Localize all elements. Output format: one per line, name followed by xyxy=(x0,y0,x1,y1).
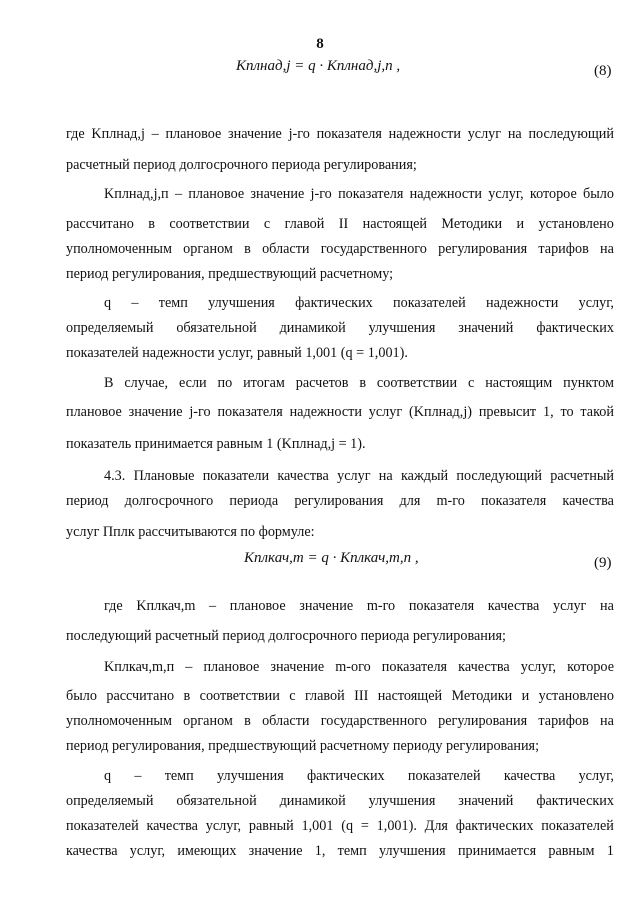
word: q xyxy=(104,768,112,784)
word: настоящим xyxy=(485,375,553,391)
text-line xyxy=(66,711,614,731)
word: обязательной xyxy=(176,320,257,336)
text-line xyxy=(104,466,614,486)
formula-9 xyxy=(244,550,419,567)
text-line xyxy=(104,657,614,677)
word: значение xyxy=(250,186,305,202)
word: уполномоченным xyxy=(66,713,172,729)
text-line xyxy=(104,766,614,786)
word: пунктом xyxy=(563,375,614,391)
word: которое xyxy=(567,659,614,675)
text-line: показатель принимается равным 1 (Kплнад,j = 1). xyxy=(66,436,366,452)
word: улучшения xyxy=(208,295,275,311)
word: j-го xyxy=(189,404,211,420)
word: регулирования xyxy=(294,493,384,509)
word: Методики xyxy=(441,216,503,232)
word: услуг xyxy=(467,126,502,142)
word: В xyxy=(104,375,114,391)
word: показателей xyxy=(407,768,481,784)
word: = xyxy=(360,818,369,834)
word: – xyxy=(185,659,193,675)
word: каждый xyxy=(400,468,449,484)
word: с xyxy=(263,216,271,232)
word: равный xyxy=(248,818,294,834)
word: соответствии xyxy=(199,688,280,704)
word: период xyxy=(66,493,109,509)
word: периода xyxy=(229,493,279,509)
text-line xyxy=(104,184,614,204)
word: услуг xyxy=(552,598,587,614)
word: услуг, xyxy=(205,818,242,834)
word: – xyxy=(131,295,139,311)
word: услуг, xyxy=(129,843,166,859)
word: улучшения xyxy=(368,320,436,336)
text-line xyxy=(104,596,614,616)
text-line: последующий расчетный период долгосрочного периода регулирования; xyxy=(66,628,506,644)
word: качества xyxy=(277,468,329,484)
text-line: период регулирования, предшествующий расчетному периоду регулирования; xyxy=(66,738,540,754)
word: определяемый xyxy=(66,793,154,809)
word: расчетов xyxy=(295,375,349,391)
formula-8-number: (8) xyxy=(594,63,612,79)
word: значение xyxy=(248,843,303,859)
word: настоящей xyxy=(377,688,443,704)
word: Kплнад,j xyxy=(91,126,145,142)
word: темп xyxy=(164,768,194,784)
word: органом xyxy=(183,713,233,729)
word: установлено xyxy=(538,216,614,232)
word: главой xyxy=(284,216,325,232)
formula-9-number: (9) xyxy=(594,555,612,571)
word: в xyxy=(244,713,251,729)
word: m-го xyxy=(366,598,396,614)
word: и xyxy=(516,216,525,232)
word: динамикой xyxy=(279,320,346,336)
word: плановое xyxy=(203,659,260,675)
text-line xyxy=(66,686,614,706)
word: главой xyxy=(304,688,345,704)
word: значение xyxy=(128,404,183,420)
word: случае, xyxy=(124,375,169,391)
formula-8 xyxy=(236,58,400,75)
word: услуг, xyxy=(578,295,614,311)
word: с xyxy=(467,375,475,391)
word: соответствии xyxy=(169,216,250,232)
word: было xyxy=(66,688,97,704)
word: в xyxy=(148,216,155,232)
text-line xyxy=(104,293,614,313)
word: если xyxy=(179,375,207,391)
word: определяемый xyxy=(66,320,154,336)
word: имеющих xyxy=(177,843,237,859)
word: итогам xyxy=(243,375,285,391)
word: в xyxy=(359,375,367,391)
word: – xyxy=(209,598,217,614)
text-line xyxy=(66,318,614,338)
word: услуг xyxy=(368,404,403,420)
word: плановое xyxy=(229,598,286,614)
word: такой xyxy=(580,404,614,420)
word: показателя xyxy=(316,126,382,142)
word: государственного xyxy=(320,241,427,257)
word: качества xyxy=(458,659,510,675)
word: услуг, xyxy=(488,186,524,202)
word: 1 xyxy=(606,843,614,859)
word: – xyxy=(174,186,183,202)
word: на xyxy=(600,598,614,614)
word: соответствии xyxy=(376,375,458,391)
word: показателей xyxy=(66,818,139,834)
word: установлено xyxy=(538,688,614,704)
word: настоящей xyxy=(362,216,428,232)
word: области xyxy=(262,241,310,257)
word: области xyxy=(262,713,310,729)
word: надежности xyxy=(289,404,362,420)
word: плановое xyxy=(165,126,222,142)
text-line xyxy=(66,816,614,836)
text-line xyxy=(104,373,614,393)
word: фактических xyxy=(536,793,614,809)
word: которое xyxy=(529,186,577,202)
word: принимается xyxy=(457,843,537,859)
word: тарифов xyxy=(538,713,589,729)
word: m-ого xyxy=(335,659,371,675)
word: III xyxy=(354,688,369,704)
word: услуг, xyxy=(578,768,614,784)
word: Kплнад,j,п xyxy=(104,186,169,202)
word: 1, xyxy=(314,843,326,859)
word: значений xyxy=(458,320,514,336)
word: надежности xyxy=(409,186,482,202)
word: j-го xyxy=(310,186,332,202)
word: с xyxy=(289,688,296,704)
word: равным xyxy=(548,843,595,859)
word: m-го xyxy=(436,493,465,509)
word: показателя xyxy=(381,659,448,675)
word: для xyxy=(399,493,421,509)
word: показателей xyxy=(541,818,614,834)
word: качества xyxy=(146,818,198,834)
word: плановое xyxy=(66,404,122,420)
word: j-го xyxy=(288,126,310,142)
word: услуг, xyxy=(520,659,557,675)
word: последующий xyxy=(456,468,542,484)
word: улучшения xyxy=(217,768,284,784)
word: показателя xyxy=(217,404,283,420)
word: надежности xyxy=(388,126,461,142)
word: фактических xyxy=(306,768,385,784)
word: тарифов xyxy=(538,241,589,257)
word: фактических xyxy=(536,320,614,336)
word: темп xyxy=(337,843,367,859)
word: качества xyxy=(562,493,614,509)
word: темп xyxy=(158,295,188,311)
word: – xyxy=(151,126,159,142)
word: по xyxy=(217,375,233,391)
word: качества xyxy=(66,843,118,859)
word: регулирования xyxy=(438,713,528,729)
word: значение xyxy=(299,598,354,614)
word: в xyxy=(183,688,191,704)
word: обязательной xyxy=(176,793,257,809)
word: q xyxy=(104,295,112,311)
text-line: услуг Пплк рассчитываются по формуле: xyxy=(66,524,315,540)
word: уполномоченным xyxy=(66,241,172,257)
word: качества xyxy=(503,768,556,784)
word: (q xyxy=(341,818,354,834)
word: было xyxy=(583,186,614,202)
word: Kплкач,m,п xyxy=(104,659,175,675)
word: на xyxy=(600,713,614,729)
word: 1,001 xyxy=(301,818,334,834)
word: Для xyxy=(424,818,448,834)
page-number: 8 xyxy=(316,36,324,52)
word: улучшения xyxy=(368,793,436,809)
formula-9-text: Kплкач,m = q · Kплкач,m,п , xyxy=(244,550,419,566)
word: государственного xyxy=(320,713,427,729)
text-line xyxy=(66,402,614,422)
text-line xyxy=(66,791,614,811)
text-line xyxy=(66,124,614,144)
word: на xyxy=(378,468,393,484)
word: фактических xyxy=(295,295,373,311)
text-line: период регулирования, предшествующий расчетному; xyxy=(66,266,394,282)
word: превысит xyxy=(478,404,537,420)
formula-8-text: Kплнад,j = q · Kплнад,j,п , xyxy=(236,58,401,74)
word: органом xyxy=(183,241,233,257)
text-line xyxy=(66,239,614,259)
word: фактических xyxy=(455,818,534,834)
word: надежности xyxy=(486,295,559,311)
text-line xyxy=(66,491,614,511)
word: значение xyxy=(228,126,282,142)
word: показателя xyxy=(480,493,547,509)
word: Kплкач,m xyxy=(136,598,196,614)
word: 1,001). xyxy=(376,818,417,834)
word: значений xyxy=(458,793,514,809)
word: – xyxy=(134,768,142,784)
word: улучшения xyxy=(378,843,446,859)
word: II xyxy=(338,216,349,232)
word: показателя xyxy=(408,598,475,614)
word: плановое xyxy=(188,186,245,202)
word: последующий xyxy=(528,126,614,142)
word: рассчитано xyxy=(66,216,134,232)
word: показатели xyxy=(202,468,270,484)
word: значение xyxy=(270,659,325,675)
word: качества xyxy=(487,598,540,614)
word: Плановые xyxy=(133,468,195,484)
word: на xyxy=(600,241,614,257)
word: динамикой xyxy=(279,793,346,809)
word: показателей xyxy=(393,295,466,311)
word: Методики xyxy=(451,688,513,704)
text-line: показателей надежности услуг, равный 1,001 (q = 1,001). xyxy=(66,345,408,361)
word: долгосрочного xyxy=(124,493,214,509)
word: показателя xyxy=(338,186,404,202)
word: 4.3. xyxy=(104,468,126,484)
word: в xyxy=(244,241,251,257)
text-line xyxy=(66,214,614,234)
word: рассчитано xyxy=(106,688,175,704)
word: то xyxy=(560,404,574,420)
text-line: расчетный период долгосрочного периода регулирования; xyxy=(66,157,417,173)
word: на xyxy=(507,126,522,142)
word: где xyxy=(66,126,85,142)
text-line xyxy=(66,841,614,861)
word: (Kплнад,j) xyxy=(409,404,472,420)
word: регулирования xyxy=(438,241,528,257)
word: 1, xyxy=(542,404,554,420)
word: где xyxy=(104,598,123,614)
word: и xyxy=(521,688,530,704)
word: услуг xyxy=(337,468,371,484)
word: расчетный xyxy=(550,468,614,484)
